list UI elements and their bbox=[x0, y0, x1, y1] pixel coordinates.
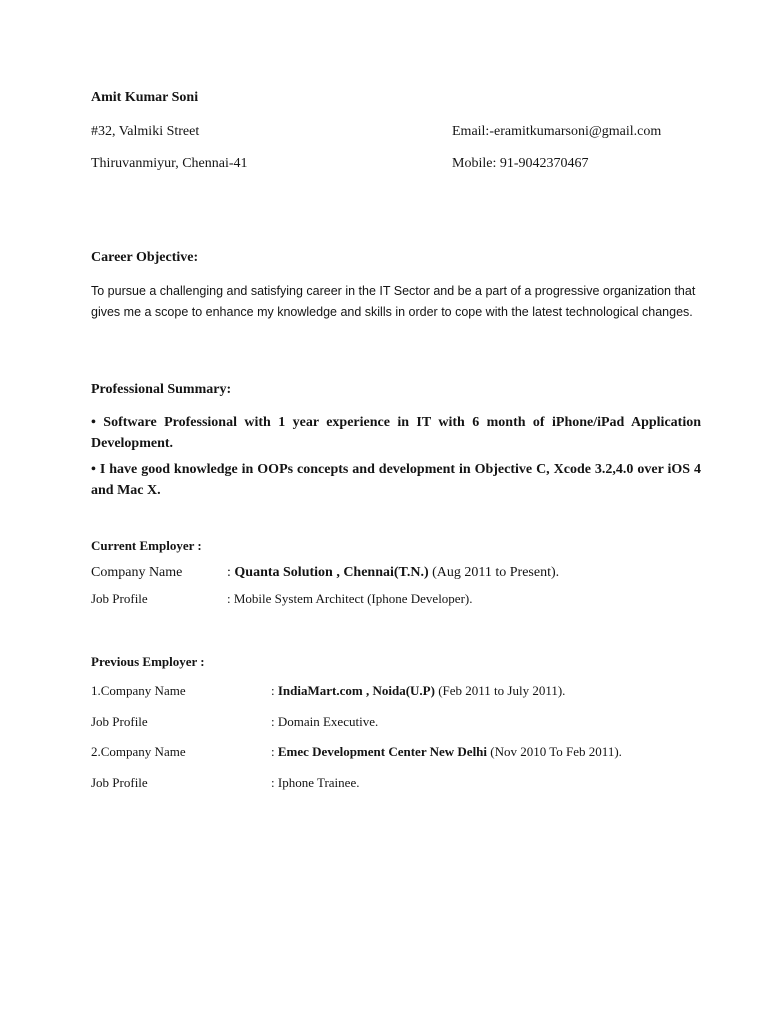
career-objective-heading: Career Objective: bbox=[91, 250, 199, 265]
summary-bullet: • Software Professional with 1 year experience in IT with 6 month of iPhone/iPad Application Development. bbox=[91, 415, 701, 451]
previous-employer-heading: Previous Employer : bbox=[91, 654, 205, 669]
address-line-2: Thiruvanmiyur, Chennai-41 bbox=[91, 156, 248, 171]
previous-company-value: : IndiaMart.com , Noida(U.P) (Feb 2011 to July 2011). bbox=[271, 683, 566, 698]
current-company-name: Quanta Solution , Chennai(T.N.) bbox=[234, 565, 429, 580]
current-job-profile: : Mobile System Architect (Iphone Developer). bbox=[227, 591, 473, 606]
previous-company-value: : Emec Development Center New Delhi (Nov 2010 To Feb 2011). bbox=[271, 744, 622, 759]
job-profile-label: Job Profile bbox=[91, 775, 148, 790]
professional-summary-heading: Professional Summary: bbox=[91, 382, 232, 397]
job-profile-label: Job Profile bbox=[91, 591, 148, 606]
current-company-value: : Quanta Solution , Chennai(T.N.) (Aug 2011 to Present). bbox=[227, 565, 560, 580]
previous-company-name: Emec Development Center New Delhi bbox=[277, 744, 488, 759]
company-name-label: 2.Company Name bbox=[91, 744, 186, 759]
candidate-name: Amit Kumar Soni bbox=[91, 90, 199, 105]
job-profile-label: Job Profile bbox=[91, 714, 148, 729]
summary-bullet: • I have good knowledge in OOPs concepts and development in Objective C, Xcode 3.2,4.0 over iOS 4 and Mac X. bbox=[91, 462, 701, 498]
company-name-label: 1.Company Name bbox=[91, 683, 186, 698]
previous-job-profile: : Domain Executive. bbox=[271, 714, 379, 729]
previous-job-profile: : Iphone Trainee. bbox=[271, 775, 360, 790]
mobile-text: Mobile: 91-9042370467 bbox=[452, 156, 589, 171]
career-objective-text: To pursue a challenging and satisfying career in the IT Sector and be a part of a progressive organization that gives me a scope to enhance my knowledge and skills in order to cope with the latest technological changes. bbox=[91, 284, 696, 319]
email-text: Email:-eramitkumarsoni@gmail.com bbox=[452, 124, 662, 139]
current-employer-heading: Current Employer : bbox=[91, 538, 202, 553]
company-name-label: Company Name bbox=[91, 565, 183, 580]
address-line-1: #32, Valmiki Street bbox=[91, 124, 200, 139]
previous-company-period: (Nov 2010 To Feb 2011). bbox=[487, 744, 622, 759]
previous-company-period: (Feb 2011 to July 2011). bbox=[434, 683, 566, 698]
previous-company-name: IndiaMart.com , Noida(U.P) bbox=[277, 683, 435, 698]
current-company-period: (Aug 2011 to Present). bbox=[428, 565, 560, 580]
